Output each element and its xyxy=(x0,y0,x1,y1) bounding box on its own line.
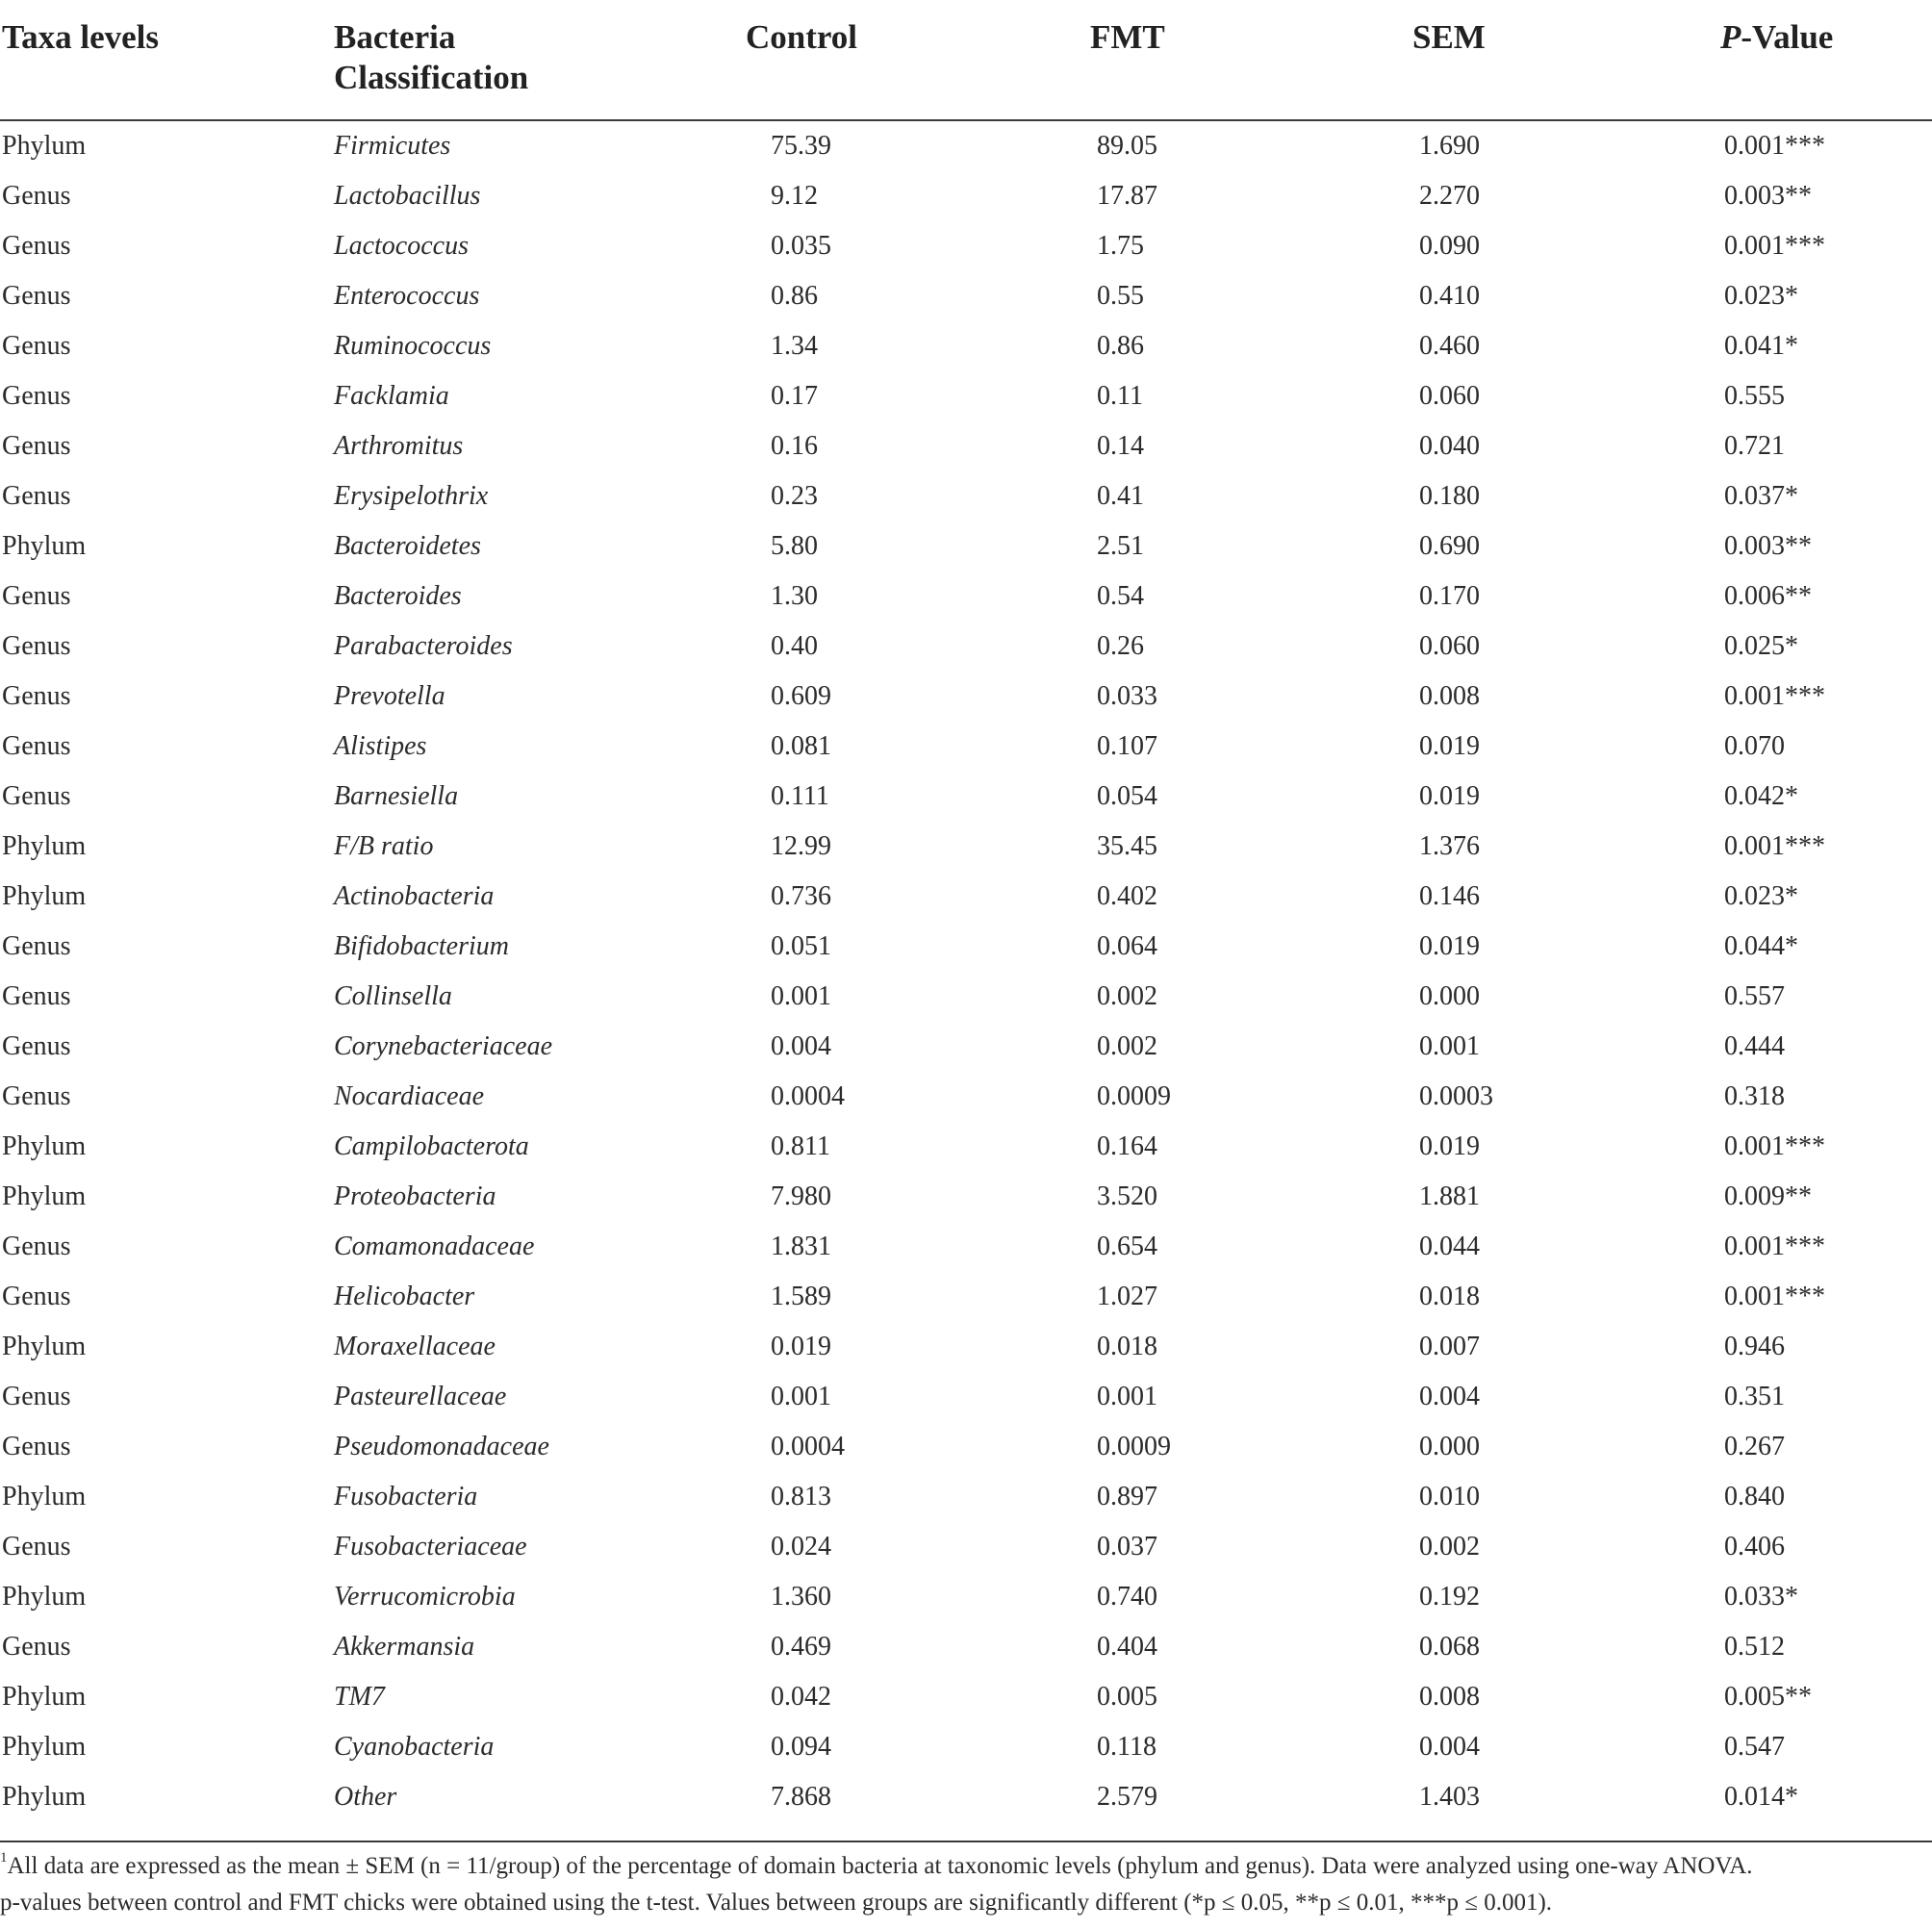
cell-control-value: 7.868 xyxy=(771,1782,831,1812)
cell-p-value: 0.041* xyxy=(1724,331,1798,361)
cell-fmt-value: 0.0009 xyxy=(1097,1081,1171,1111)
header-fmt: FMT xyxy=(1090,18,1165,56)
cell-sem-value: 0.019 xyxy=(1419,1131,1480,1161)
cell-fmt-value: 0.55 xyxy=(1097,281,1144,311)
cell-sem-value: 0.040 xyxy=(1419,431,1480,461)
cell-bacteria-name: Parabacteroides xyxy=(334,631,513,661)
cell-fmt-value: 0.002 xyxy=(1097,981,1157,1011)
cell-sem-value: 0.004 xyxy=(1419,1382,1480,1411)
cell-taxa-level: Genus xyxy=(2,781,71,811)
cell-fmt-value: 0.037 xyxy=(1097,1532,1157,1562)
cell-bacteria-name: F/B ratio xyxy=(334,831,434,861)
cell-taxa-level: Phylum xyxy=(2,131,87,161)
table-row xyxy=(0,1372,1932,1422)
cell-sem-value: 0.000 xyxy=(1419,1432,1480,1461)
header-p-suffix: -Value xyxy=(1741,18,1834,56)
cell-taxa-level: Genus xyxy=(2,1282,71,1311)
cell-bacteria-name: Pseudomonadaceae xyxy=(334,1432,549,1461)
cell-fmt-value: 35.45 xyxy=(1097,831,1157,861)
table-row xyxy=(0,1222,1932,1272)
header-sem: SEM xyxy=(1412,18,1486,56)
cell-taxa-level: Genus xyxy=(2,1081,71,1111)
table-row xyxy=(0,571,1932,622)
cell-taxa-level: Genus xyxy=(2,1632,71,1662)
cell-fmt-value: 0.001 xyxy=(1097,1382,1157,1411)
cell-fmt-value: 0.404 xyxy=(1097,1632,1157,1662)
cell-sem-value: 0.002 xyxy=(1419,1532,1480,1562)
table-row xyxy=(0,371,1932,421)
cell-fmt-value: 0.002 xyxy=(1097,1031,1157,1061)
cell-p-value: 0.557 xyxy=(1724,981,1785,1011)
cell-control-value: 0.001 xyxy=(771,981,831,1011)
cell-p-value: 0.318 xyxy=(1724,1081,1785,1111)
cell-bacteria-name: Fusobacteriaceae xyxy=(334,1532,527,1562)
cell-fmt-value: 0.897 xyxy=(1097,1482,1157,1511)
cell-p-value: 0.003** xyxy=(1724,531,1812,561)
cell-p-value: 0.351 xyxy=(1724,1382,1785,1411)
table-row xyxy=(0,772,1932,822)
cell-p-value: 0.006** xyxy=(1724,581,1812,611)
table-row xyxy=(0,1772,1932,1822)
cell-control-value: 1.360 xyxy=(771,1582,831,1612)
cell-control-value: 1.589 xyxy=(771,1282,831,1311)
cell-bacteria-name: Facklamia xyxy=(334,381,449,411)
table-row xyxy=(0,421,1932,471)
cell-sem-value: 0.170 xyxy=(1419,581,1480,611)
cell-p-value: 0.003** xyxy=(1724,181,1812,211)
cell-control-value: 0.813 xyxy=(771,1482,831,1511)
cell-bacteria-name: Alistipes xyxy=(334,731,427,761)
footnote-line-2: p-values between control and FMT chicks were obtained using the t-test. Values between groups are significantly different (*p ≤ 0.05, **p ≤ 0.01, ***p ≤ 0.001). xyxy=(0,1890,1553,1916)
cell-sem-value: 0.001 xyxy=(1419,1031,1480,1061)
cell-sem-value: 0.460 xyxy=(1419,331,1480,361)
table-row xyxy=(0,622,1932,672)
cell-bacteria-name: Corynebacteriaceae xyxy=(334,1031,553,1061)
cell-control-value: 0.17 xyxy=(771,381,818,411)
cell-taxa-level: Phylum xyxy=(2,831,87,861)
cell-bacteria-name: Firmicutes xyxy=(334,131,451,161)
table-row xyxy=(0,1122,1932,1172)
table-row xyxy=(0,521,1932,571)
cell-control-value: 0.042 xyxy=(771,1682,831,1712)
cell-fmt-value: 2.51 xyxy=(1097,531,1144,561)
cell-fmt-value: 0.26 xyxy=(1097,631,1144,661)
table-header-row xyxy=(0,0,1932,121)
cell-bacteria-name: Cyanobacteria xyxy=(334,1732,495,1762)
cell-control-value: 0.051 xyxy=(771,931,831,961)
cell-taxa-level: Genus xyxy=(2,481,71,511)
cell-sem-value: 0.060 xyxy=(1419,631,1480,661)
cell-taxa-level: Genus xyxy=(2,181,71,211)
cell-fmt-value: 0.654 xyxy=(1097,1232,1157,1261)
cell-bacteria-name: Other xyxy=(334,1782,397,1812)
cell-fmt-value: 0.054 xyxy=(1097,781,1157,811)
table-row xyxy=(0,1472,1932,1522)
cell-control-value: 0.019 xyxy=(771,1332,831,1361)
cell-bacteria-name: Akkermansia xyxy=(334,1632,475,1662)
cell-p-value: 0.025* xyxy=(1724,631,1798,661)
cell-control-value: 5.80 xyxy=(771,531,818,561)
cell-sem-value: 0.008 xyxy=(1419,1682,1480,1712)
table-row xyxy=(0,1622,1932,1672)
table-row xyxy=(0,1072,1932,1122)
cell-taxa-level: Phylum xyxy=(2,1181,87,1211)
cell-p-value: 0.023* xyxy=(1724,281,1798,311)
cell-control-value: 0.0004 xyxy=(771,1081,845,1111)
cell-taxa-level: Phylum xyxy=(2,1582,87,1612)
cell-sem-value: 0.060 xyxy=(1419,381,1480,411)
cell-sem-value: 0.0003 xyxy=(1419,1081,1493,1111)
table-bottom-rule xyxy=(0,1841,1932,1842)
cell-sem-value: 1.376 xyxy=(1419,831,1480,861)
cell-control-value: 1.30 xyxy=(771,581,818,611)
cell-fmt-value: 0.0009 xyxy=(1097,1432,1171,1461)
cell-p-value: 0.005** xyxy=(1724,1682,1812,1712)
table-row xyxy=(0,972,1932,1022)
table-row xyxy=(0,271,1932,321)
cell-taxa-level: Phylum xyxy=(2,1482,87,1511)
cell-fmt-value: 2.579 xyxy=(1097,1782,1157,1812)
cell-taxa-level: Genus xyxy=(2,381,71,411)
cell-taxa-level: Genus xyxy=(2,931,71,961)
table-row xyxy=(0,471,1932,521)
cell-taxa-level: Phylum xyxy=(2,1732,87,1762)
cell-sem-value: 0.019 xyxy=(1419,781,1480,811)
table-row xyxy=(0,1322,1932,1372)
cell-control-value: 0.111 xyxy=(771,781,829,811)
cell-fmt-value: 0.064 xyxy=(1097,931,1157,961)
cell-bacteria-name: Bacteroidetes xyxy=(334,531,481,561)
cell-fmt-value: 0.118 xyxy=(1097,1732,1157,1762)
cell-fmt-value: 0.41 xyxy=(1097,481,1144,511)
cell-fmt-value: 0.402 xyxy=(1097,881,1157,911)
header-taxa-levels: Taxa levels xyxy=(2,18,160,56)
cell-control-value: 9.12 xyxy=(771,181,818,211)
table-row xyxy=(0,1022,1932,1072)
cell-bacteria-name: Pasteurellaceae xyxy=(334,1382,507,1411)
cell-taxa-level: Genus xyxy=(2,231,71,261)
cell-p-value: 0.001*** xyxy=(1724,1232,1825,1261)
cell-sem-value: 0.010 xyxy=(1419,1482,1480,1511)
cell-sem-value: 0.146 xyxy=(1419,881,1480,911)
table-row xyxy=(0,1722,1932,1772)
cell-sem-value: 0.019 xyxy=(1419,731,1480,761)
cell-sem-value: 1.403 xyxy=(1419,1782,1480,1812)
cell-bacteria-name: TM7 xyxy=(334,1682,385,1712)
header-p-letter: P xyxy=(1720,18,1741,56)
table-footnote xyxy=(0,1848,1924,1921)
cell-bacteria-name: Bifidobacterium xyxy=(334,931,509,961)
table-row xyxy=(0,1522,1932,1572)
cell-sem-value: 1.690 xyxy=(1419,131,1480,161)
cell-fmt-value: 1.75 xyxy=(1097,231,1144,261)
cell-fmt-value: 0.740 xyxy=(1097,1582,1157,1612)
cell-bacteria-name: Campilobacterota xyxy=(334,1131,529,1161)
cell-taxa-level: Genus xyxy=(2,1232,71,1261)
cell-p-value: 0.840 xyxy=(1724,1482,1785,1511)
cell-fmt-value: 89.05 xyxy=(1097,131,1157,161)
cell-control-value: 0.811 xyxy=(771,1131,830,1161)
cell-fmt-value: 0.14 xyxy=(1097,431,1144,461)
cell-bacteria-name: Nocardiaceae xyxy=(334,1081,485,1111)
cell-bacteria-name: Fusobacteria xyxy=(334,1482,478,1511)
cell-taxa-level: Genus xyxy=(2,581,71,611)
cell-taxa-level: Phylum xyxy=(2,881,87,911)
cell-bacteria-name: Bacteroides xyxy=(334,581,462,611)
header-bacteria-classification: Bacteria Classification xyxy=(334,18,529,96)
cell-p-value: 0.406 xyxy=(1724,1532,1785,1562)
cell-control-value: 0.035 xyxy=(771,231,831,261)
cell-bacteria-name: Prevotella xyxy=(334,681,445,711)
cell-fmt-value: 0.033 xyxy=(1097,681,1157,711)
cell-bacteria-name: Actinobacteria xyxy=(334,881,495,911)
cell-control-value: 0.40 xyxy=(771,631,818,661)
cell-sem-value: 0.018 xyxy=(1419,1282,1480,1311)
cell-taxa-level: Genus xyxy=(2,431,71,461)
cell-taxa-level: Genus xyxy=(2,731,71,761)
cell-taxa-level: Phylum xyxy=(2,1131,87,1161)
table-row xyxy=(0,1272,1932,1322)
cell-control-value: 7.980 xyxy=(771,1181,831,1211)
cell-control-value: 0.609 xyxy=(771,681,831,711)
cell-p-value: 0.267 xyxy=(1724,1432,1785,1461)
cell-sem-value: 2.270 xyxy=(1419,181,1480,211)
table-row xyxy=(0,922,1932,972)
cell-p-value: 0.023* xyxy=(1724,881,1798,911)
cell-p-value: 0.001*** xyxy=(1724,131,1825,161)
table-row xyxy=(0,672,1932,722)
cell-p-value: 0.001*** xyxy=(1724,681,1825,711)
cell-sem-value: 0.410 xyxy=(1419,281,1480,311)
footnote-line-1: All data are expressed as the mean ± SEM (n = 11/group) of the percentage of domain bacteria at taxonomic levels (phylum and genus). Data were analyzed using one-way ANOVA. xyxy=(7,1853,1753,1879)
cell-sem-value: 0.004 xyxy=(1419,1732,1480,1762)
table-row xyxy=(0,722,1932,772)
cell-sem-value: 0.044 xyxy=(1419,1232,1480,1261)
cell-p-value: 0.001*** xyxy=(1724,231,1825,261)
cell-taxa-level: Genus xyxy=(2,631,71,661)
cell-control-value: 0.094 xyxy=(771,1732,831,1762)
table-row xyxy=(0,1672,1932,1722)
cell-fmt-value: 0.164 xyxy=(1097,1131,1157,1161)
cell-control-value: 0.004 xyxy=(771,1031,831,1061)
cell-p-value: 0.033* xyxy=(1724,1582,1798,1612)
cell-p-value: 0.044* xyxy=(1724,931,1798,961)
cell-p-value: 0.721 xyxy=(1724,431,1785,461)
cell-control-value: 12.99 xyxy=(771,831,831,861)
cell-bacteria-name: Collinsella xyxy=(334,981,452,1011)
cell-bacteria-name: Enterococcus xyxy=(334,281,480,311)
cell-control-value: 0.024 xyxy=(771,1532,831,1562)
cell-control-value: 75.39 xyxy=(771,131,831,161)
cell-p-value: 0.512 xyxy=(1724,1632,1785,1662)
cell-p-value: 0.555 xyxy=(1724,381,1785,411)
cell-p-value: 0.444 xyxy=(1724,1031,1785,1061)
cell-fmt-value: 1.027 xyxy=(1097,1282,1157,1311)
cell-control-value: 0.0004 xyxy=(771,1432,845,1461)
cell-sem-value: 1.881 xyxy=(1419,1181,1480,1211)
cell-sem-value: 0.008 xyxy=(1419,681,1480,711)
header-control: Control xyxy=(746,18,858,56)
cell-p-value: 0.946 xyxy=(1724,1332,1785,1361)
cell-fmt-value: 3.520 xyxy=(1097,1181,1157,1211)
table-row xyxy=(0,121,1932,171)
cell-control-value: 0.23 xyxy=(771,481,818,511)
cell-taxa-level: Genus xyxy=(2,281,71,311)
cell-taxa-level: Genus xyxy=(2,681,71,711)
cell-sem-value: 0.090 xyxy=(1419,231,1480,261)
cell-fmt-value: 0.11 xyxy=(1097,381,1143,411)
cell-fmt-value: 0.018 xyxy=(1097,1332,1157,1361)
cell-taxa-level: Genus xyxy=(2,981,71,1011)
cell-taxa-level: Phylum xyxy=(2,1682,87,1712)
cell-fmt-value: 0.86 xyxy=(1097,331,1144,361)
cell-control-value: 0.001 xyxy=(771,1382,831,1411)
cell-fmt-value: 0.54 xyxy=(1097,581,1144,611)
cell-p-value: 0.001*** xyxy=(1724,831,1825,861)
cell-taxa-level: Phylum xyxy=(2,1332,87,1361)
cell-bacteria-name: Helicobacter xyxy=(334,1282,475,1311)
cell-sem-value: 0.007 xyxy=(1419,1332,1480,1361)
cell-bacteria-name: Proteobacteria xyxy=(334,1181,496,1211)
cell-taxa-level: Genus xyxy=(2,1382,71,1411)
cell-p-value: 0.547 xyxy=(1724,1732,1785,1762)
cell-taxa-level: Phylum xyxy=(2,1782,87,1812)
cell-bacteria-name: Arthromitus xyxy=(334,431,464,461)
table-row xyxy=(0,171,1932,221)
cell-p-value: 0.042* xyxy=(1724,781,1798,811)
cell-taxa-level: Genus xyxy=(2,1031,71,1061)
cell-p-value: 0.001*** xyxy=(1724,1131,1825,1161)
table-row xyxy=(0,822,1932,872)
cell-p-value: 0.037* xyxy=(1724,481,1798,511)
header-p-value xyxy=(1720,17,1833,58)
cell-bacteria-name: Ruminococcus xyxy=(334,331,492,361)
cell-control-value: 0.16 xyxy=(771,431,818,461)
table-row xyxy=(0,1572,1932,1622)
cell-bacteria-name: Lactococcus xyxy=(334,231,469,261)
table-row xyxy=(0,1422,1932,1472)
footnote-marker: 1 xyxy=(0,1850,8,1866)
cell-control-value: 0.469 xyxy=(771,1632,831,1662)
cell-taxa-level: Genus xyxy=(2,331,71,361)
cell-fmt-value: 0.107 xyxy=(1097,731,1157,761)
cell-sem-value: 0.000 xyxy=(1419,981,1480,1011)
cell-p-value: 0.070 xyxy=(1724,731,1785,761)
cell-control-value: 0.86 xyxy=(771,281,818,311)
cell-control-value: 0.081 xyxy=(771,731,831,761)
cell-bacteria-name: Moraxellaceae xyxy=(334,1332,496,1361)
cell-bacteria-name: Erysipelothrix xyxy=(334,481,489,511)
table-row xyxy=(0,1172,1932,1222)
cell-taxa-level: Phylum xyxy=(2,531,87,561)
cell-control-value: 1.831 xyxy=(771,1232,831,1261)
cell-sem-value: 0.068 xyxy=(1419,1632,1480,1662)
cell-p-value: 0.009** xyxy=(1724,1181,1812,1211)
table-row xyxy=(0,321,1932,371)
cell-control-value: 0.736 xyxy=(771,881,831,911)
cell-sem-value: 0.180 xyxy=(1419,481,1480,511)
cell-bacteria-name: Comamonadaceae xyxy=(334,1232,535,1261)
cell-sem-value: 0.192 xyxy=(1419,1582,1480,1612)
cell-taxa-level: Genus xyxy=(2,1432,71,1461)
cell-bacteria-name: Barnesiella xyxy=(334,781,459,811)
cell-bacteria-name: Lactobacillus xyxy=(334,181,481,211)
cell-fmt-value: 17.87 xyxy=(1097,181,1157,211)
cell-bacteria-name: Verrucomicrobia xyxy=(334,1582,516,1612)
cell-sem-value: 0.019 xyxy=(1419,931,1480,961)
table-body xyxy=(0,121,1932,1822)
cell-p-value: 0.001*** xyxy=(1724,1282,1825,1311)
cell-sem-value: 0.690 xyxy=(1419,531,1480,561)
cell-control-value: 1.34 xyxy=(771,331,818,361)
cell-p-value: 0.014* xyxy=(1724,1782,1798,1812)
cell-fmt-value: 0.005 xyxy=(1097,1682,1157,1712)
cell-taxa-level: Genus xyxy=(2,1532,71,1562)
table-row xyxy=(0,872,1932,922)
table-row xyxy=(0,221,1932,271)
